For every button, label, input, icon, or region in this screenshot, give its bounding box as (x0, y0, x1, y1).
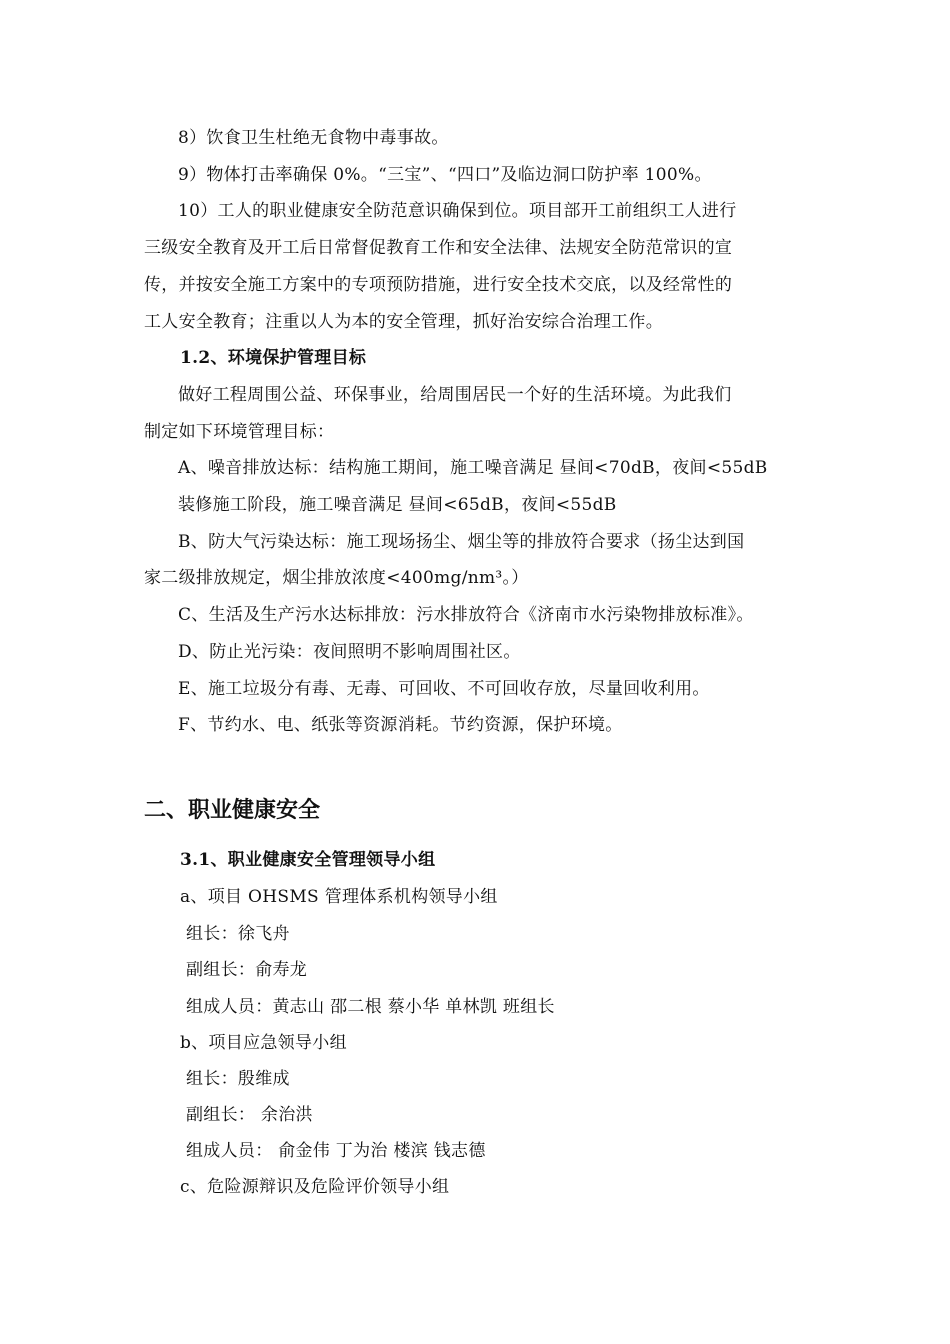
list-item: 组长：徐飞舟 (186, 924, 290, 944)
section-heading: 1.2、环境保护管理目标 (180, 348, 367, 368)
paragraph-line: 9）物体打击率确保 0%。“三宝”、“四口”及临边洞口防护率 100%。 (178, 165, 712, 185)
paragraph-line: 三级安全教育及开工后日常督促教育工作和安全法律、法规安全防范常识的宣 (144, 238, 733, 258)
paragraph-line: 传，并按安全施工方案中的专项预防措施，进行安全技术交底，以及经常性的 (144, 275, 733, 295)
list-item: a、项目 OHSMS 管理体系机构领导小组 (180, 887, 498, 907)
paragraph-line: 家二级排放规定，烟尘排放浓度<400mg/nm³。） (144, 568, 529, 588)
list-item: 副组长：俞寿龙 (186, 960, 308, 980)
paragraph-line: 8）饮食卫生杜绝无食物中毒事故。 (178, 128, 449, 148)
paragraph-line: A、噪音排放达标：结构施工期间，施工噪音满足 昼间<70dB，夜间<55dB (178, 458, 768, 478)
list-item: 组成人员： 俞金伟 丁为治 楼滨 钱志德 (186, 1141, 486, 1161)
paragraph-line: D、防止光污染：夜间照明不影响周围社区。 (178, 642, 521, 662)
list-item: 组成人员：黄志山 邵二根 蔡小华 单林凯 班组长 (186, 997, 555, 1017)
paragraph-line: 制定如下环境管理目标： (144, 422, 335, 442)
section-heading: 3.1、职业健康安全管理领导小组 (180, 850, 436, 870)
list-item: b、项目应急领导小组 (180, 1033, 347, 1053)
paragraph-line: 工人安全教育；注重以人为本的安全管理，抓好治安综合治理工作。 (144, 312, 663, 332)
list-item: c、危险源辩识及危险评价领导小组 (180, 1177, 450, 1197)
paragraph-line: E、施工垃圾分有毒、无毒、可回收、不可回收存放，尽量回收利用。 (178, 679, 710, 699)
paragraph-line: C、生活及生产污水达标排放：污水排放符合《济南市水污染物排放标准》。 (178, 605, 754, 625)
paragraph-line: 10）工人的职业健康安全防范意识确保到位。项目部开工前组织工人进行 (178, 201, 737, 221)
chapter-heading: 二、职业健康安全 (144, 798, 321, 823)
paragraph-line: F、节约水、电、纸张等资源消耗。节约资源，保护环境。 (178, 715, 623, 735)
paragraph-line: 做好工程周围公益、环保事业，给周围居民一个好的生活环境。为此我们 (178, 385, 732, 405)
list-item: 副组长： 余治洪 (186, 1105, 313, 1125)
list-item: 组长：殷维成 (186, 1069, 290, 1089)
paragraph-line: 装修施工阶段，施工噪音满足 昼间<65dB，夜间<55dB (178, 495, 617, 515)
paragraph-line: B、防大气污染达标：施工现场扬尘、烟尘等的排放符合要求（扬尘达到国 (178, 532, 745, 552)
